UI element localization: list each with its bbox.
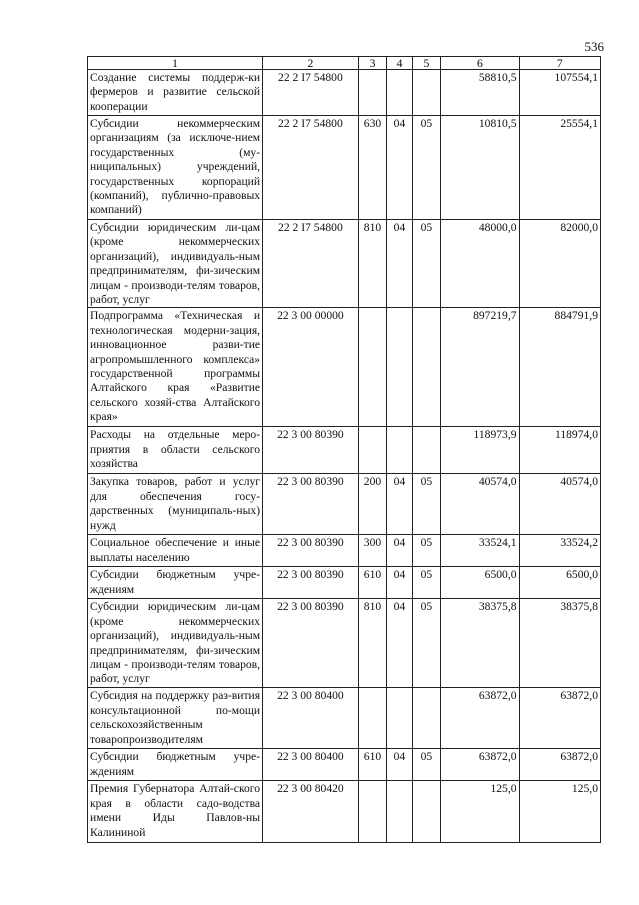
header-col-6: 6 bbox=[441, 57, 519, 70]
table-row bbox=[88, 749, 601, 781]
row-code: 22 3 00 80400 bbox=[263, 749, 359, 781]
row-name: Премия Губернатора Алтай-ского края в области садо-водства имени Иды Павлов-ны Калининой bbox=[88, 781, 263, 843]
table-row bbox=[88, 781, 601, 843]
row-code: 22 3 00 80390 bbox=[263, 567, 359, 599]
page-number: 536 bbox=[584, 39, 604, 54]
header-col-4: 4 bbox=[387, 57, 412, 70]
row-c4: 04 bbox=[387, 599, 412, 688]
header-row bbox=[88, 57, 601, 70]
table-row bbox=[88, 308, 601, 427]
row-c5 bbox=[412, 70, 441, 116]
budget-table bbox=[87, 56, 601, 843]
row-c5: 05 bbox=[412, 535, 441, 567]
row-c5: 05 bbox=[412, 220, 441, 308]
row-c5 bbox=[412, 427, 441, 474]
row-name: Расходы на отдельные меро-приятия в области сельского хозяйства bbox=[88, 427, 263, 474]
row-name: Субсидия на поддержку раз-вития консультационной по-мощи сельскохозяйственным товаропроизводителям bbox=[88, 688, 263, 749]
row-name: Субсидии некоммерческим организациям (за исключе-нием государственных (му-ниципальных) учреждений, государственных корпораций (компаний), публично-правовых компаний) bbox=[88, 116, 263, 220]
table-body bbox=[88, 70, 601, 843]
row-c5 bbox=[412, 688, 441, 749]
row-c4: 04 bbox=[387, 749, 412, 781]
row-c5 bbox=[412, 308, 441, 427]
row-code: 22 2 I7 54800 bbox=[263, 116, 359, 220]
row-name: Подпрограмма «Техническая и технологическая модерни-зация, инновационное разви-тие агропромышленного комплекса» государственной программы Алтайского края «Развитие сельского хозяй-ства Алтайского края» bbox=[88, 308, 263, 427]
row-name: Создание системы поддерж-ки фермеров и развитие сельской кооперации bbox=[88, 70, 263, 116]
row-c4 bbox=[387, 781, 412, 843]
row-c4 bbox=[387, 688, 412, 749]
table-row bbox=[88, 599, 601, 688]
row-name: Субсидии юридическим ли-цам (кроме некоммерческих организаций), индивидуаль-ным предпринимателям, фи-зическим лицам - производи-телям товаров, работ, услуг bbox=[88, 599, 263, 688]
row-c4: 04 bbox=[387, 474, 412, 535]
row-c3: 810 bbox=[358, 220, 387, 308]
row-value-7: 107554,1 bbox=[519, 70, 600, 116]
table-row bbox=[88, 567, 601, 599]
row-c3: 610 bbox=[358, 567, 387, 599]
row-value-7: 63872,0 bbox=[519, 688, 600, 749]
row-value-7: 884791,9 bbox=[519, 308, 600, 427]
row-c4: 04 bbox=[387, 535, 412, 567]
row-value-7: 6500,0 bbox=[519, 567, 600, 599]
row-code: 22 3 00 00000 bbox=[263, 308, 359, 427]
row-c5: 05 bbox=[412, 599, 441, 688]
row-value-7: 118974,0 bbox=[519, 427, 600, 474]
table-row bbox=[88, 220, 601, 308]
row-value-6: 63872,0 bbox=[441, 749, 519, 781]
row-value-6: 48000,0 bbox=[441, 220, 519, 308]
row-value-6: 63872,0 bbox=[441, 688, 519, 749]
row-name: Закупка товаров, работ и услуг для обеспечения госу-дарственных (муниципаль-ных) нужд bbox=[88, 474, 263, 535]
row-c5 bbox=[412, 781, 441, 843]
row-name: Субсидии бюджетным учре-ждениям bbox=[88, 567, 263, 599]
row-c4 bbox=[387, 70, 412, 116]
header-col-5: 5 bbox=[412, 57, 441, 70]
row-value-7: 125,0 bbox=[519, 781, 600, 843]
row-c4 bbox=[387, 427, 412, 474]
table-row bbox=[88, 70, 601, 116]
row-value-7: 82000,0 bbox=[519, 220, 600, 308]
row-c4: 04 bbox=[387, 567, 412, 599]
row-c3: 630 bbox=[358, 116, 387, 220]
row-c4: 04 bbox=[387, 220, 412, 308]
row-c3: 200 bbox=[358, 474, 387, 535]
row-c4: 04 bbox=[387, 116, 412, 220]
row-value-6: 6500,0 bbox=[441, 567, 519, 599]
row-value-6: 10810,5 bbox=[441, 116, 519, 220]
row-value-6: 897219,7 bbox=[441, 308, 519, 427]
row-name: Субсидии бюджетным учре-ждениям bbox=[88, 749, 263, 781]
row-c5: 05 bbox=[412, 567, 441, 599]
row-code: 22 3 00 80420 bbox=[263, 781, 359, 843]
row-code: 22 3 00 80390 bbox=[263, 474, 359, 535]
row-name: Субсидии юридическим ли-цам (кроме некоммерческих организаций), индивидуаль-ным предпринимателям, фи-зическим лицам - производи-телям товаров, работ, услуг bbox=[88, 220, 263, 308]
header-col-7: 7 bbox=[519, 57, 600, 70]
row-code: 22 3 00 80390 bbox=[263, 599, 359, 688]
table-row bbox=[88, 427, 601, 474]
row-code: 22 2 I7 54800 bbox=[263, 70, 359, 116]
row-c3 bbox=[358, 70, 387, 116]
row-code: 22 2 I7 54800 bbox=[263, 220, 359, 308]
table-row bbox=[88, 688, 601, 749]
row-c3 bbox=[358, 688, 387, 749]
header-col-1: 1 bbox=[88, 57, 263, 70]
row-c3: 610 bbox=[358, 749, 387, 781]
row-code: 22 3 00 80390 bbox=[263, 535, 359, 567]
row-c3: 300 bbox=[358, 535, 387, 567]
row-c5: 05 bbox=[412, 749, 441, 781]
row-value-6: 40574,0 bbox=[441, 474, 519, 535]
table-row bbox=[88, 474, 601, 535]
row-c4 bbox=[387, 308, 412, 427]
row-value-6: 125,0 bbox=[441, 781, 519, 843]
table-row bbox=[88, 116, 601, 220]
row-value-6: 33524,1 bbox=[441, 535, 519, 567]
table-row bbox=[88, 535, 601, 567]
row-value-7: 33524,2 bbox=[519, 535, 600, 567]
row-name: Социальное обеспечение и иные выплаты населению bbox=[88, 535, 263, 567]
row-value-7: 40574,0 bbox=[519, 474, 600, 535]
row-c3: 810 bbox=[358, 599, 387, 688]
row-value-6: 38375,8 bbox=[441, 599, 519, 688]
row-value-7: 63872,0 bbox=[519, 749, 600, 781]
row-c5: 05 bbox=[412, 116, 441, 220]
row-c3 bbox=[358, 308, 387, 427]
row-value-6: 118973,9 bbox=[441, 427, 519, 474]
row-code: 22 3 00 80400 bbox=[263, 688, 359, 749]
header-col-3: 3 bbox=[358, 57, 387, 70]
row-code: 22 3 00 80390 bbox=[263, 427, 359, 474]
row-value-7: 25554,1 bbox=[519, 116, 600, 220]
row-value-6: 58810,5 bbox=[441, 70, 519, 116]
row-value-7: 38375,8 bbox=[519, 599, 600, 688]
row-c3 bbox=[358, 427, 387, 474]
table-header bbox=[88, 57, 601, 70]
header-col-2: 2 bbox=[263, 57, 359, 70]
row-c3 bbox=[358, 781, 387, 843]
row-c5: 05 bbox=[412, 474, 441, 535]
